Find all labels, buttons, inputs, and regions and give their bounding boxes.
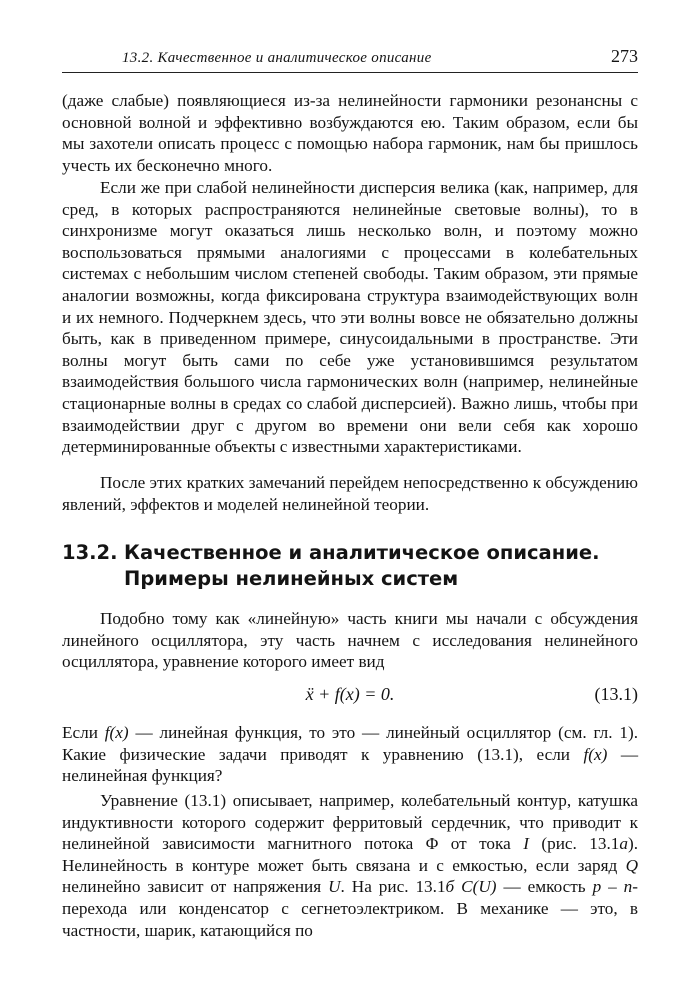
section-title-line1: Качественное и аналитическое описание. [124, 541, 600, 564]
math-voltage: U [328, 877, 341, 897]
paragraph-dispersion: Если же при слабой нелинейности дисперсия велика (как, например, для сред, в которых распространяются нелинейные световые волны), то в синхронизме могут оказаться лишь несколько волн, и поэтому можно воспользоваться прямыми аналогиями с процессами в колебательных системах с небольшим числом степеней свободы. Таким образом, эти прямые аналогии возможны, когда фиксирована структура взаимодействующих волн и их немного. Подчеркнем здесь, что эти волны вовсе не обязательно должны быть, как в приведенном примере, синусоидальными в пространстве. Эти волны могут быть сами по себе уже установившимся результатом взаимодействия большого числа гармонических волн (например, нелинейные стационарные волны в средах со слабой дисперсией). Важно лишь, чтобы при взаимодействии друг с другом во времени они вели себя как хорошо детерминированные объекты с известными характеристиками. [62, 178, 638, 457]
page-number: 273 [611, 46, 638, 66]
section-number: 13.2. [62, 541, 118, 564]
equation-formula: ẍ + f(x) = 0. [305, 684, 395, 704]
equation-13-1 [62, 684, 638, 708]
math-f-of-x: f(x) [583, 744, 608, 764]
math-charge: Q [625, 855, 638, 875]
section-title-line2: Примеры нелинейных систем [124, 567, 459, 590]
paragraph-linear-case: Если f(x) — линейная функция, то это — линейный осциллятор (см. гл. 1). Какие физические задачи приводят к уравнению (13.1), если f(x) — нелинейная функция? [62, 723, 639, 786]
figure-ref-a: а [619, 834, 628, 854]
paragraph-intro: Подобно тому как «линейную» часть книги мы начали с обсуждения линейного осциллятора, эту часть начнем с исследования нелинейного осциллятора, уравнение которого имеет вид [62, 609, 638, 672]
math-f-of-x: f(x) [104, 723, 129, 742]
math-pn-junction: p – n [592, 877, 633, 897]
paragraph-harmonics: (даже слабые) появляющиеся из-за нелинейности гармоники резонансны с основной волной и эффективно возбуждаются ею. Таким образом, если бы мы захотели описать процесс с помощью набора гармоник, нам бы пришлось учесть их бесконечно много. [62, 91, 638, 175]
paragraph-transition: После этих кратких замечаний перейдем непосредственно к обсуждению явлений, эффектов и моделей нелинейной теории. [62, 473, 638, 514]
section-heading [62, 540, 638, 592]
equation-number: (13.1) [594, 684, 638, 704]
math-current: I [523, 834, 529, 854]
math-capacitance: C(U) [461, 877, 497, 897]
running-header [62, 42, 638, 73]
figure-ref-b: б [445, 877, 455, 897]
running-title: 13.2. Качественное и аналитическое описание [122, 50, 432, 66]
paragraph-examples: Уравнение (13.1) описывает, например, колебательный контур, катушка индуктивности которого содержит ферритовый сердечник, что приводит к нелинейной зависимости магнитного потока Φ от тока I (рис. 13.1а). Нелинейность в контуре может быть связана и с емкостью, если заряд Q нелинейно зависит от напряжения U. На рис. 13.1б C(U) — емкость p – n-перехода или конденсатор с сегнетоэлектриком. В механике — это, в частности, шарик, катающийся по [62, 791, 639, 940]
